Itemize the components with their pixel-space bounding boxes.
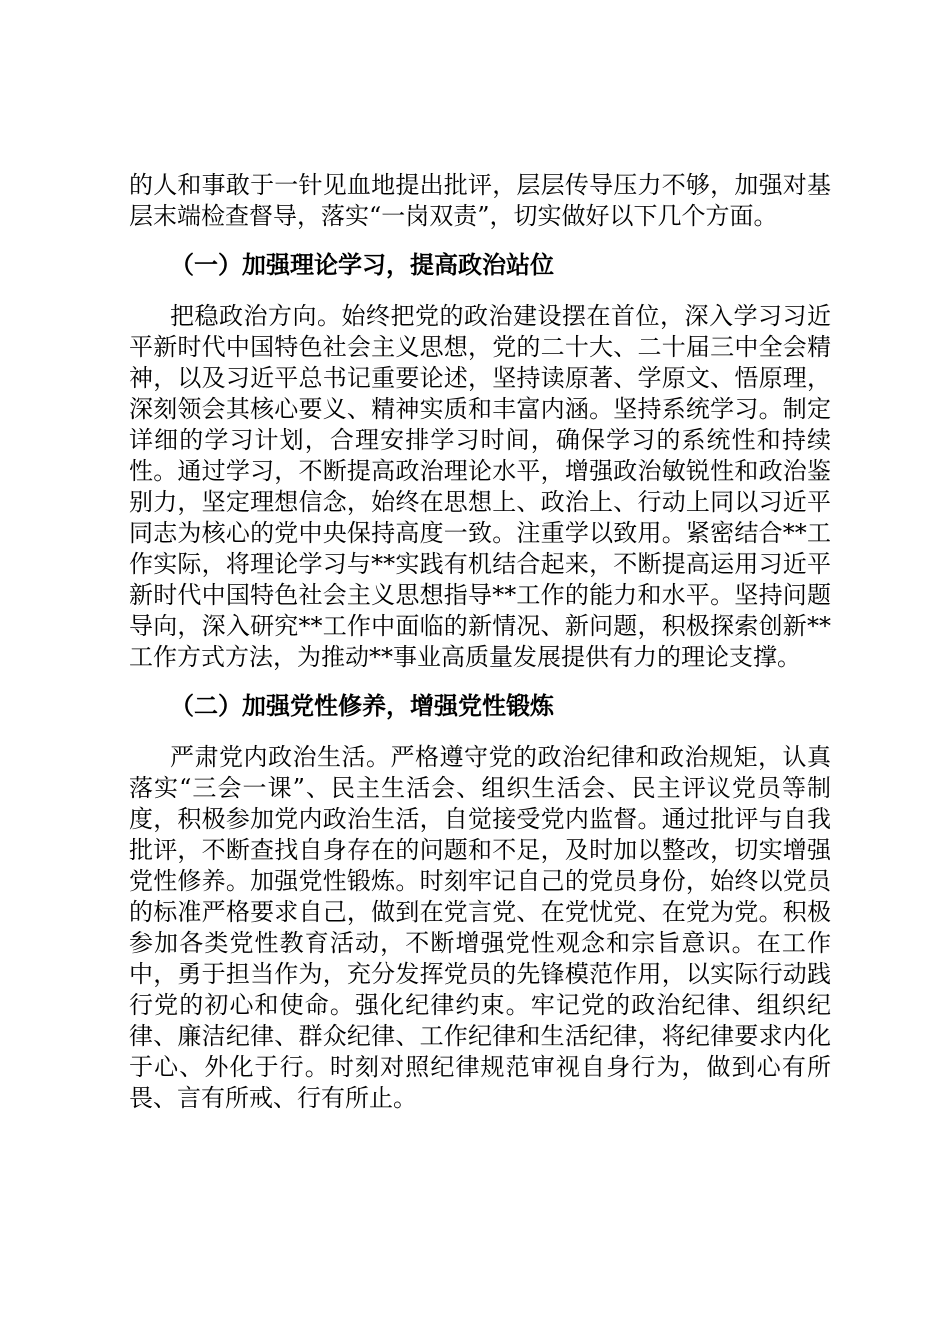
spacer bbox=[129, 281, 831, 301]
document-page bbox=[129, 170, 831, 1114]
intro-paragraph: 的人和事敢于一针见血地提出批评，层层传导压力不够，加强对基层末端检查督导，落实“一岗双责”，切实做好以下几个方面。 bbox=[129, 171, 831, 230]
spacer bbox=[129, 722, 831, 742]
section-2-body: 严肃党内政治生活。严格遵守党的政治纪律和政治规矩，认真落实“三会一课”、民主生活会、组织生活会、民主评议党员等制度，积极参加党内政治生活，自觉接受党内监督。通过批评与自我批评，不断查找自身存在的问题和不足，及时加以整改，切实增强党性修养。加强党性锻炼。时刻牢记自己的党员身份，始终以党员的标准严格要求自己，做到在党言党、在党忧党、在党为党。积极参加各类党性教育活动，不断增强党性观念和宗旨意识。在工作中，勇于担当作为，充分发挥党员的先锋模范作用，以实际行动践行党的初心和使命。强化纪律约束。牢记党的政治纪律、组织纪律、廉洁纪律、群众纪律、工作纪律和生活纪律，将纪律要求内化于心、外化于行。时刻对照纪律规范审视自身行为，做到心有所畏、言有所戒、行有所止。 bbox=[129, 743, 831, 1112]
spacer bbox=[129, 673, 831, 691]
section-2-heading: （二）加强党性修养，增强党性锻炼 bbox=[170, 692, 554, 720]
section-1-body: 把稳政治方向。始终把党的政治建设摆在首位，深入学习习近平新时代中国特色社会主义思想，党的二十大、二十届三中全会精神，以及习近平总书记重要论述，坚持读原著、学原文、悟原理，深刻领会其核心要义、精神实质和丰富内涵。坚持系统学习。制定详细的学习计划，合理安排学习时间，确保学习的系统性和持续性。通过学习，不断提高政治理论水平，增强政治敏锐性和政治鉴别力，坚定理想信念，始终在思想上、政治上、行动上同以习近平同志为核心的党中央保持高度一致。注重学以致用。紧密结合**工作实际，将理论学习与**实践有机结合起来，不断提高运用习近平新时代中国特色社会主义思想指导**工作的能力和水平。坚持问题导向，深入研究**工作中面临的新情况、新问题，积极探索创新**工作方式方法，为推动**事业高质量发展提供有力的理论支撑。 bbox=[129, 302, 831, 671]
section-1-heading: （一）加强理论学习，提高政治站位 bbox=[170, 251, 554, 279]
spacer bbox=[129, 232, 831, 250]
